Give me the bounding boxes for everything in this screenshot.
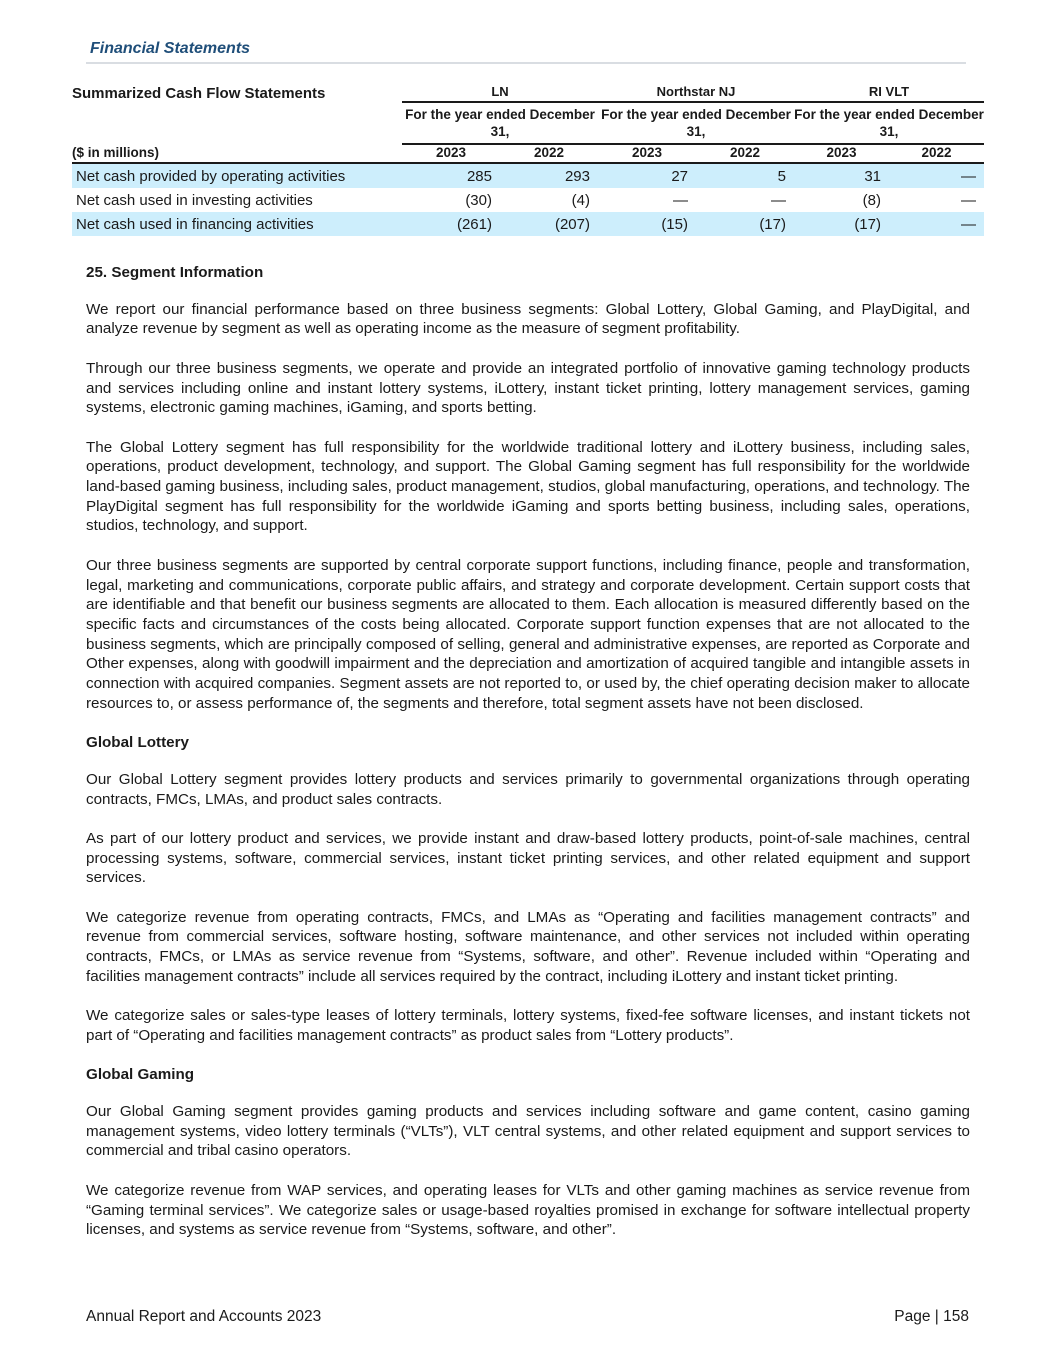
table-cell: — (889, 212, 984, 236)
table-cell: (17) (794, 212, 889, 236)
section-header-title: Financial Statements (90, 40, 251, 57)
table-cell: 285 (402, 163, 500, 188)
year-header: 2023 (402, 144, 500, 163)
table-cell: — (889, 163, 984, 188)
paragraph: We categorize revenue from operating contracts, FMCs, and LMAs as “Operating and facilities management contracts” and revenue from commercial services, software hosting, software maintenance, and other services not included within operating contracts, FMCs, or LMAs as service revenue from “Systems, software, and other”. Revenue included within “Operating and facilities management contracts” include all services required by the contract, including iLottery and instant ticket printing. (86, 908, 970, 985)
units-label: ($ in millions) (72, 144, 402, 163)
paragraph: Through our three business segments, we operate and provide an integrated portfolio of innovative gaming technology products and services including online and instant lottery systems, iLottery, instant ticket printing, lottery management services, gaming systems, electronic gaming machines, iGaming, and sports betting. (86, 359, 970, 417)
table-cell: — (961, 191, 977, 209)
table-cell: (30) (465, 191, 492, 209)
section-heading: 25. Segment Information (86, 264, 264, 281)
paragraph: Our three business segments are supported by central corporate support functions, including finance, people and transformation, legal, marketing and communications, corporate public affairs, and strategy and corporate development. Certain support costs that are identifiable and that benefit our business segments are allocated to them. Each allocation is measured differently based on the specific facts and circumstances of the costs being allocated. Corporate support function expenses that are not allocated to the business segments, which are principally composed of selling, general and administrative expenses, are reported as Corporate and Other expenses, along with goodwill impairment and the depreciation and amortization of acquired tangible and intangible assets in connection with acquired companies. Segment assets are not reported to, or used by, the chief operating decision maker to allocate resources to, or assess performance of, the segments and therefore, total segment assets have not been disclosed. (86, 556, 970, 712)
table-cell: (17) (696, 212, 794, 236)
table-cell: — (771, 191, 786, 209)
table-cell: 27 (598, 163, 696, 188)
entity-header-northstar: Northstar NJ (598, 80, 794, 102)
table-cell: (207) (500, 212, 598, 236)
table-cell: 293 (500, 163, 598, 188)
entity-header-rivlt: RI VLT (794, 80, 984, 102)
table-cell: — (673, 191, 688, 209)
paragraph: As part of our lottery product and services, we provide instant and draw-based lottery products, point-of-sale machines, central processing systems, software, commercial services, instant ticket printing services, and other related equipment and support services. (86, 829, 970, 887)
table-cell: (4) (571, 191, 590, 209)
header-divider (86, 62, 966, 64)
entity-header-ln: LN (402, 80, 598, 102)
row-label: Net cash used in investing activities (76, 191, 313, 209)
table-cell: 31 (794, 163, 889, 188)
table-row (72, 212, 984, 236)
period-header: For the year ended December 31, (598, 102, 794, 144)
year-header: 2022 (889, 144, 984, 163)
subsection-heading-global-lottery: Global Lottery (86, 734, 189, 752)
year-header: 2023 (598, 144, 696, 163)
year-header: 2022 (500, 144, 598, 163)
paragraph: Our Global Gaming segment provides gaming products and services including software and game content, casino gaming management systems, video lottery terminals (“VLTs”), VLT central systems, and other related equipment and support services to commercial and tribal casino operators. (86, 1103, 970, 1160)
table-cell: (261) (402, 212, 500, 236)
row-label: Net cash provided by operating activities (72, 163, 402, 188)
table-row (72, 188, 984, 212)
period-header: For the year ended December 31, (794, 102, 984, 144)
paragraph: The Global Lottery segment has full responsibility for the worldwide traditional lottery and iLottery business, including sales, operations, product development, technology, and support. The Global Gaming segment has full responsibility for the worldwide land-based gaming business, including sales, product management, studios, global manufacturing, operations, and technology. The PlayDigital segment has full responsibility for the worldwide iGaming and sports betting business, including sales, operations, studios, technology, and support. (86, 438, 970, 535)
paragraph: Our Global Lottery segment provides lottery products and services primarily to governmental organizations through operating contracts, FMCs, LMAs, and product sales contracts. (86, 770, 970, 808)
table-cell: (15) (598, 212, 696, 236)
footer-report-title: Annual Report and Accounts 2023 (86, 1308, 322, 1325)
cash-flow-table (72, 80, 984, 236)
paragraph: We categorize sales or sales-type leases of lottery terminals, lottery systems, fixed-fee software licenses, and instant tickets not part of “Operating and facilities management contracts” as product sales from “Lottery products”. (86, 1007, 970, 1044)
footer-page-number: Page | 158 (894, 1308, 969, 1325)
segment-information-section (86, 263, 970, 1260)
row-label: Net cash used in financing activities (72, 212, 402, 236)
year-header: 2023 (794, 144, 889, 163)
paragraph: We categorize revenue from WAP services, and operating leases for VLTs and other gaming machines as service revenue from “Gaming terminal services”. We categorize sales or usage-based royalties promised in exchange for software intellectual property licenses, and systems as service revenue from “Systems, software, and other”. (86, 1181, 970, 1239)
year-header: 2022 (696, 144, 794, 163)
table-title: Summarized Cash Flow Statements (72, 85, 326, 102)
table-cell: (8) (862, 191, 881, 209)
subsection-heading-global-gaming: Global Gaming (86, 1066, 195, 1084)
table-cell: 5 (696, 163, 794, 188)
table-row (72, 163, 984, 188)
paragraph: We report our financial performance based on three business segments: Global Lottery, Global Gaming, and PlayDigital, and analyze revenue by segment as well as operating income as the measure of segment profitability. (86, 300, 970, 338)
period-header: For the year ended December 31, (402, 102, 598, 144)
